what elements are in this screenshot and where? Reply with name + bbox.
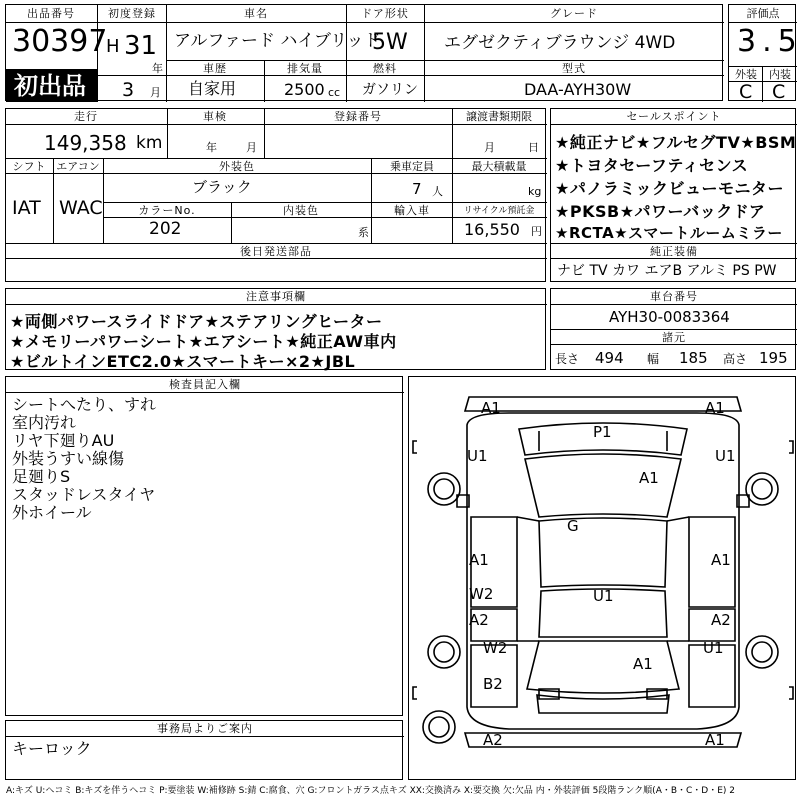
- equipment-value: ナビ TV カワ エアB アルミ PS PW: [557, 263, 777, 279]
- width-label: 幅: [647, 352, 660, 366]
- recycle-label: リサイクル預託金: [463, 206, 535, 216]
- sales-line: ★PKSB★パワーバックドア: [555, 202, 766, 221]
- inspector-line: 室内汚れ: [12, 413, 77, 432]
- car-name-label: 車名: [244, 7, 268, 20]
- sales-label: セールスポイント: [626, 110, 722, 123]
- month-value: 3: [122, 79, 135, 101]
- damage-mark: A2: [469, 611, 489, 629]
- displacement-unit: cc: [328, 86, 341, 99]
- car-name: アルファード ハイブリッド: [174, 31, 381, 51]
- equipment-label: 純正装備: [650, 245, 698, 258]
- grade-label: グレード: [550, 7, 598, 20]
- displacement-value: 2500: [284, 80, 325, 99]
- lot-number: 30397: [12, 24, 108, 59]
- office-text: キーロック: [12, 739, 92, 758]
- notes-line: ★両側パワースライドドア★ステアリングヒーター: [10, 312, 383, 331]
- grade-value: エグゼクティブラウンジ 4WD: [444, 33, 676, 53]
- shift-value: IAT: [12, 197, 41, 219]
- damage-mark: A1: [469, 551, 489, 569]
- notes-line: ★メモリーパワーシート★エアシート★純正AW車内: [10, 332, 397, 351]
- car-diagram-panel: [408, 376, 796, 780]
- inspection-year: 年: [206, 141, 217, 154]
- load-unit: kg: [528, 185, 542, 198]
- displacement-label: 排気量: [287, 62, 323, 75]
- first-reg-label: 初度登録: [108, 7, 156, 20]
- office-panel: [5, 720, 403, 780]
- recycle-value: 16,550: [464, 220, 520, 239]
- sales-line: ★RCTA★スマートルームミラー: [555, 224, 783, 242]
- mileage-value: 149,358: [44, 131, 127, 155]
- shift-label: シフト: [12, 160, 46, 173]
- score-panel: [728, 4, 803, 103]
- damage-mark: A1: [711, 551, 731, 569]
- chassis-number: AYH30-0083364: [609, 308, 730, 326]
- fuel-label: 燃料: [373, 62, 397, 75]
- door-label: ドア形状: [361, 7, 409, 20]
- chassis-panel: [550, 288, 796, 370]
- history-value: 自家用: [188, 79, 237, 98]
- capacity-value: 7: [412, 180, 422, 198]
- import-label: 輸入車: [394, 204, 430, 217]
- legend: A:キズ U:ヘコミ B:キズを伴うヘコミ P:要塗装 W:補修跡 S:錆 C:腐食、穴 G:フロントガラス点キズ XX:交換済み X:要交換 欠:欠品 内・外装評価 5段階ランク順(A・B・C・D・E) 2: [6, 786, 736, 796]
- year-value: 31: [124, 31, 158, 61]
- ext-grade: C: [739, 81, 753, 103]
- transfer-day: 日: [528, 141, 539, 154]
- damage-mark: A2: [483, 731, 503, 749]
- damage-mark: W2: [469, 585, 494, 603]
- sales-line: ★トヨタセーフティセンス: [555, 156, 749, 175]
- inspection-label: 車検: [203, 110, 227, 123]
- damage-mark: W2: [483, 639, 508, 657]
- damage-mark: G: [567, 517, 579, 535]
- damage-mark: A1: [705, 731, 725, 749]
- damage-mark: A1: [633, 655, 653, 673]
- year-unit: 年: [152, 62, 163, 75]
- damage-mark: U1: [467, 447, 488, 465]
- sales-line: ★純正ナビ★フルセグTV★BSM: [555, 133, 797, 152]
- office-label: 事務局よりご案内: [157, 722, 253, 735]
- inspector-line: 足廻りS: [12, 467, 71, 486]
- inspector-panel: [5, 376, 403, 716]
- era-letter: H: [106, 36, 120, 57]
- color-no-label: カラーNo.: [138, 204, 196, 217]
- score-value: 3.5: [737, 24, 803, 59]
- sales-line: ★パノラミックビューモニター: [555, 179, 785, 198]
- damage-mark: P1: [593, 423, 612, 441]
- inspector-line: 外ホイール: [12, 503, 92, 522]
- damage-mark: U1: [703, 639, 724, 657]
- inspector-line: リヤ下廻りAU: [12, 431, 115, 450]
- header-panel: [5, 4, 723, 101]
- vehicle-info-panel: [5, 108, 546, 282]
- transfer-month: 月: [484, 141, 495, 154]
- chassis-label: 車台番号: [650, 290, 698, 303]
- aircon-label: エアコン: [56, 160, 100, 173]
- later-parts-label: 後日発送部品: [240, 245, 312, 258]
- damage-mark: U1: [593, 587, 614, 605]
- length-label: 長さ: [555, 352, 580, 366]
- int-grade: C: [772, 81, 786, 103]
- transfer-label: 譲渡書類期限: [466, 110, 532, 123]
- sales-points-panel: [550, 108, 796, 282]
- interior-unit: 系: [358, 226, 369, 239]
- damage-mark: U1: [715, 447, 736, 465]
- damage-mark: A1: [705, 399, 725, 417]
- notes-panel: [5, 288, 546, 370]
- new-listing-badge: 初出品: [6, 69, 97, 102]
- inspector-line: スタッドレスタイヤ: [12, 485, 156, 504]
- damage-mark: A1: [639, 469, 659, 487]
- history-label: 車歴: [203, 62, 227, 75]
- notes-label: 注意事項欄: [246, 290, 306, 303]
- color-value: ブラック: [192, 178, 252, 196]
- lot-label: 出品番号: [27, 7, 75, 20]
- mileage-label: 走行: [74, 110, 98, 123]
- int-label: 内装: [769, 68, 791, 81]
- load-label: 最大積載量: [471, 160, 527, 173]
- length-value: 494: [595, 349, 624, 367]
- inspector-line: シートへたり、すれ: [12, 395, 157, 414]
- model-label: 型式: [562, 62, 586, 75]
- door-value: 5W: [372, 30, 408, 55]
- color-no-value: 202: [149, 219, 182, 239]
- damage-mark: B2: [483, 675, 503, 693]
- inspection-month: 月: [246, 141, 257, 154]
- width-value: 185: [679, 349, 708, 367]
- damage-mark: A2: [711, 611, 731, 629]
- height-label: 高さ: [723, 352, 748, 366]
- mileage-unit: km: [136, 133, 163, 153]
- inspector-line: 外装うすい線傷: [12, 449, 125, 468]
- capacity-unit: 人: [432, 185, 443, 198]
- height-value: 195: [759, 349, 788, 367]
- inspector-label: 検査員記入欄: [169, 378, 241, 391]
- notes-line: ★ビルトインETC2.0★スマートキー×2★JBL: [10, 352, 356, 371]
- capacity-label: 乗車定員: [390, 160, 434, 173]
- interior-label: 内装色: [283, 204, 319, 217]
- model-value: DAA-AYH30W: [524, 80, 632, 99]
- color-label: 外装色: [219, 160, 255, 173]
- recycle-unit: 円: [531, 225, 542, 238]
- fuel-value: ガソリン: [362, 82, 418, 98]
- specs-label: 諸元: [662, 331, 686, 344]
- month-unit: 月: [150, 86, 161, 99]
- ext-label: 外装: [735, 68, 757, 81]
- score-label: 評価点: [746, 7, 780, 20]
- aircon-value: WAC: [59, 197, 103, 219]
- plate-label: 登録番号: [334, 110, 382, 123]
- damage-mark: A1: [481, 399, 501, 417]
